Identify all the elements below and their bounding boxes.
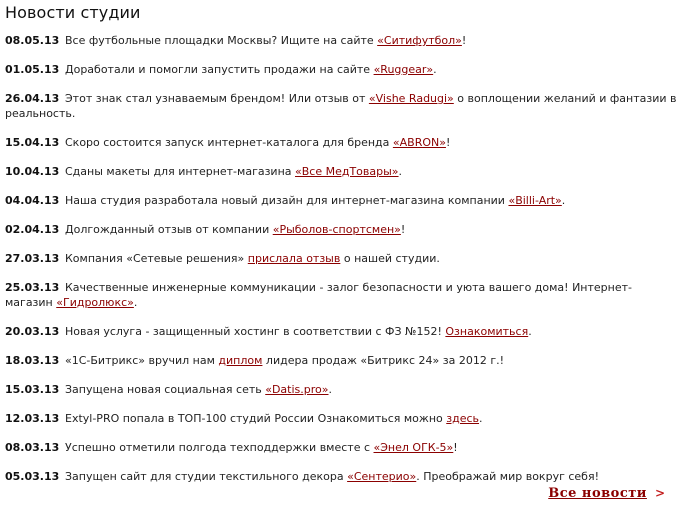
news-text-before: Этот знак стал узнаваемым брендом! Или отзыв от — [65, 92, 369, 105]
news-link[interactable]: «Datis.pro» — [265, 383, 329, 396]
news-text — [65, 441, 458, 454]
news-text-after: . — [561, 194, 566, 207]
news-text-after: о воплощении желаний и фантазии в реальность. — [5, 92, 677, 120]
news-text-before: Компания «Сетевые решения» — [65, 252, 248, 265]
news-text — [65, 194, 565, 207]
news-link[interactable]: «Ruggear» — [373, 63, 434, 76]
news-text — [65, 165, 402, 178]
news-item — [5, 353, 679, 368]
news-item — [5, 251, 679, 266]
news-date: 15.04.13 — [5, 136, 60, 149]
news-link[interactable]: «Рыболов-спортсмен» — [272, 223, 401, 236]
news-date: 05.03.13 — [5, 470, 60, 483]
news-item — [5, 324, 679, 339]
news-item — [5, 440, 679, 455]
news-link[interactable]: диплом — [218, 354, 263, 367]
news-text-before: Запущена новая социальная сеть — [65, 383, 266, 396]
news-text-after: . — [398, 165, 403, 178]
news-text-after: лидера продаж «Битрикс 24» за 2012 г.! — [262, 354, 505, 367]
arrow-right-icon: > — [654, 486, 665, 500]
news-item — [5, 469, 679, 484]
news-date: 02.04.13 — [5, 223, 60, 236]
news-date: 04.04.13 — [5, 194, 60, 207]
all-news — [548, 486, 665, 501]
news-text-after: . — [328, 383, 332, 396]
news-text — [5, 281, 632, 309]
news-date: 20.03.13 — [5, 325, 60, 338]
news-date: 26.04.13 — [5, 92, 60, 105]
news-text-after: ! — [453, 441, 458, 454]
news-text-after: ! — [445, 136, 451, 149]
news-link[interactable]: прислала отзыв — [247, 252, 341, 265]
news-text-after: о нашей студии. — [340, 252, 440, 265]
news-text — [65, 63, 437, 76]
news-item — [5, 280, 679, 310]
news-text-after: . — [133, 296, 138, 309]
news-item — [5, 193, 679, 208]
news-item — [5, 135, 679, 150]
news-text-after: ! — [400, 223, 406, 236]
news-list — [5, 33, 679, 498]
news-text — [65, 325, 532, 338]
news-text-after: . — [528, 325, 532, 338]
news-link[interactable]: здесь — [446, 412, 480, 425]
news-link[interactable]: «Billi-Art» — [508, 194, 562, 207]
news-text — [65, 412, 483, 425]
news-text-before: Все футбольные площадки Москвы? Ищите на сайте — [65, 34, 378, 47]
news-link[interactable]: «Все МедТовары» — [295, 165, 399, 178]
news-text-after: . Преображай мир вокруг себя! — [416, 470, 599, 483]
news-text — [65, 470, 599, 483]
news-link[interactable]: «Сентерио» — [347, 470, 417, 483]
news-text-after: . — [433, 63, 437, 76]
news-text-before: «1С-Битрикс» вручил нам — [65, 354, 219, 367]
news-date: 18.03.13 — [5, 354, 60, 367]
news-text-after: . — [479, 412, 483, 425]
news-link[interactable]: «ABRON» — [392, 136, 446, 149]
news-item — [5, 222, 679, 237]
all-news-link[interactable]: Все новости — [548, 486, 647, 501]
news-text-before: Успешно отметили полгода техподдержки вместе с — [65, 441, 374, 454]
news-text — [65, 34, 466, 47]
news-text-before: Запущен сайт для студии текстильного декора — [65, 470, 348, 483]
news-text-before: Долгожданный отзыв от компании — [65, 223, 273, 236]
news-date: 10.04.13 — [5, 165, 60, 178]
news-text-before: Наша студия разработала новый дизайн для интернет-магазина компании — [65, 194, 509, 207]
news-text-after: ! — [461, 34, 467, 47]
news-item — [5, 382, 679, 397]
page-title: Новости студии — [5, 3, 141, 22]
news-date: 08.05.13 — [5, 34, 60, 47]
news-item — [5, 164, 679, 179]
news-text-before: Скоро состоится запуск интернет-каталога для бренда — [65, 136, 393, 149]
news-link[interactable]: Ознакомиться — [445, 325, 529, 338]
news-text — [65, 383, 332, 396]
news-date: 01.05.13 — [5, 63, 60, 76]
news-text-before: Extyl-PRO попала в ТОП-100 студий России Ознакомиться можно — [65, 412, 447, 425]
news-item — [5, 91, 679, 121]
news-date: 27.03.13 — [5, 252, 60, 265]
news-text — [65, 354, 504, 367]
news-text — [5, 92, 677, 120]
news-text — [65, 223, 405, 236]
news-text-before: Качественные инженерные коммуникации - залог безопасности и уюта вашего дома! Интернет-магазин — [5, 281, 632, 309]
news-item — [5, 411, 679, 426]
news-text — [65, 136, 450, 149]
news-date: 15.03.13 — [5, 383, 60, 396]
news-text — [65, 252, 440, 265]
news-date: 25.03.13 — [5, 281, 60, 294]
news-link[interactable]: «Гидролюкс» — [56, 296, 134, 309]
news-item — [5, 62, 679, 77]
news-date: 12.03.13 — [5, 412, 60, 425]
news-link[interactable]: «Vishe Radugi» — [368, 92, 454, 105]
news-text-before: Доработали и помогли запустить продажи на сайте — [65, 63, 374, 76]
news-link[interactable]: «Энел ОГК-5» — [373, 441, 454, 454]
news-text-before: Новая услуга - защищенный хостинг в соответствии с ФЗ №152! — [65, 325, 446, 338]
news-item — [5, 33, 679, 48]
news-text-before: Сданы макеты для интернет-магазина — [65, 165, 296, 178]
news-date: 08.03.13 — [5, 441, 60, 454]
news-link[interactable]: «Ситифутбол» — [377, 34, 462, 47]
